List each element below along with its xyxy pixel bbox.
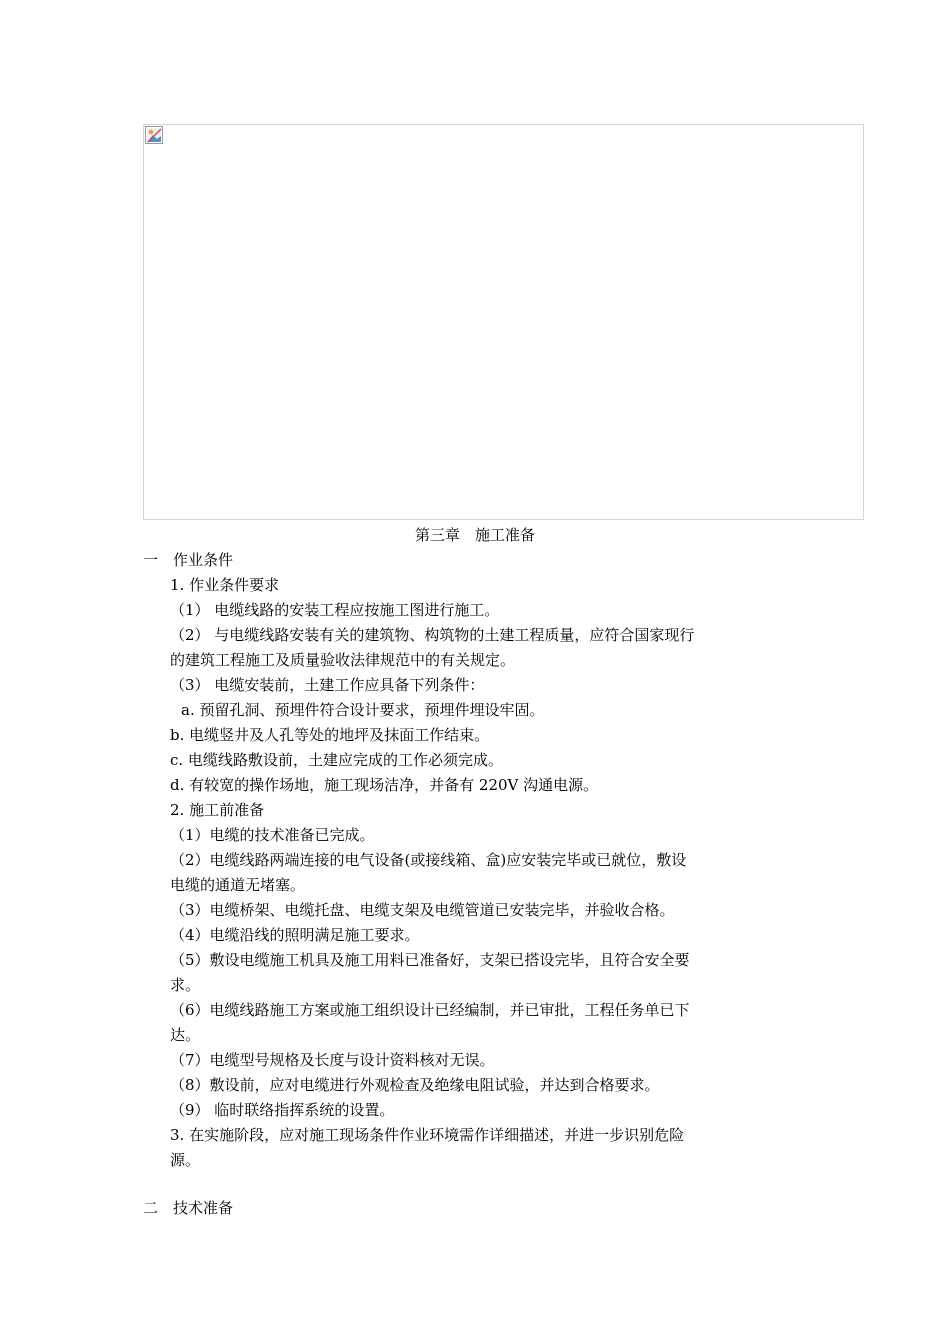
paragraph-line: （8）敷设前，应对电缆进行外观检查及绝缘电阻试验，并达到合格要求。 xyxy=(170,1076,660,1094)
paragraph-line: （7）电缆型号规格及长度与设计资料核对无误。 xyxy=(170,1051,495,1069)
paragraph-line: a. 预留孔洞、预埋件符合设计要求，预埋件埋设牢固。 xyxy=(181,701,545,719)
subsection-heading: 1. 作业条件要求 xyxy=(170,576,280,594)
paragraph-line: （1）电缆的技术准备已完成。 xyxy=(170,826,375,844)
paragraph-line: b. 电缆竖井及人孔等处的地坪及抹面工作结束。 xyxy=(170,726,490,744)
chapter-title: 第三章 施工准备 xyxy=(414,526,535,544)
paragraph-line: 的建筑工程施工及质量验收法律规范中的有关规定。 xyxy=(170,651,516,669)
paragraph-line: （6）电缆线路施工方案或施工组织设计已经编制，并已审批，工程任务单已下 xyxy=(170,1001,690,1019)
section-heading-technical-preparation: 二 技术准备 xyxy=(143,1199,234,1217)
paragraph-line: （3） 电缆安装前，土建工作应具备下列条件： xyxy=(170,676,485,694)
paragraph-line: （4）电缆沿线的照明满足施工要求。 xyxy=(170,926,420,944)
paragraph-line: 电缆的通道无堵塞。 xyxy=(170,876,306,894)
paragraph-line: 求。 xyxy=(170,976,201,994)
broken-image-icon xyxy=(145,126,163,144)
paragraph-line: 源。 xyxy=(170,1151,201,1169)
paragraph-line: （5）敷设电缆施工机具及施工用料已准备好，支架已搭设完毕，且符合安全要 xyxy=(170,951,690,969)
section-heading-work-conditions: 一 作业条件 xyxy=(143,551,234,569)
paragraph-line: （2）电缆线路两端连接的电气设备(或接线箱、盒)应安装完毕或已就位，敷设 xyxy=(170,851,687,869)
paragraph-line: （9） 临时联络指挥系统的设置。 xyxy=(170,1101,395,1119)
paragraph-line: 达。 xyxy=(170,1026,201,1044)
paragraph-line: （3）电缆桥架、电缆托盘、电缆支架及电缆管道已安装完毕，并验收合格。 xyxy=(170,901,675,919)
paragraph-line: c. 电缆线路敷设前，土建应完成的工作必须完成。 xyxy=(170,751,503,769)
image-placeholder xyxy=(143,124,864,520)
paragraph-line: 3. 在实施阶段，应对施工现场条件作业环境需作详细描述，并进一步识别危险 xyxy=(170,1126,685,1144)
subsection-heading: 2. 施工前准备 xyxy=(170,801,265,819)
paragraph-line: d. 有较宽的操作场地，施工现场洁净，并备有 220V 沟通电源。 xyxy=(170,776,599,794)
paragraph-line: （1） 电缆线路的安装工程应按施工图进行施工。 xyxy=(170,601,500,619)
paragraph-line: （2） 与电缆线路安装有关的建筑物、构筑物的土建工程质量，应符合国家现行 xyxy=(170,626,695,644)
